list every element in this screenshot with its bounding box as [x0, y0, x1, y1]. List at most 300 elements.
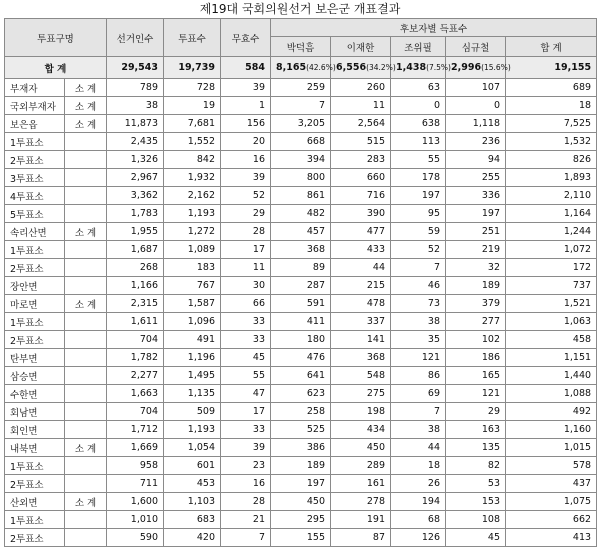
row-votes: 1,193 [164, 421, 221, 439]
row-invalid: 55 [221, 367, 271, 385]
row-name: 2투표소 [5, 475, 65, 493]
row-candidate-1: 259 [271, 79, 331, 97]
row-votes: 683 [164, 511, 221, 529]
row-name: 수한면 [5, 385, 65, 403]
header-votes: 투표수 [164, 19, 221, 57]
table-row [5, 295, 597, 313]
total-label: 합 계 [5, 57, 107, 79]
row-electorate: 590 [107, 529, 164, 547]
row-name: 1투표소 [5, 133, 65, 151]
row-candidate-4: 108 [446, 511, 506, 529]
total-sum: 19,155 [506, 57, 597, 79]
row-electorate: 789 [107, 79, 164, 97]
row-candidate-2: 215 [331, 277, 391, 295]
row-candidate-3: 113 [391, 133, 446, 151]
row-votes: 1,272 [164, 223, 221, 241]
row-subtotal-label [65, 133, 107, 151]
row-subtotal-label [65, 277, 107, 295]
row-invalid: 156 [221, 115, 271, 133]
row-candidate-2: 275 [331, 385, 391, 403]
row-name: 3투표소 [5, 169, 65, 187]
row-candidate-3: 7 [391, 259, 446, 277]
row-candidate-1: 155 [271, 529, 331, 547]
row-electorate: 958 [107, 457, 164, 475]
row-electorate: 1,955 [107, 223, 164, 241]
row-subtotal-label: 소 계 [65, 223, 107, 241]
row-candidate-4: 277 [446, 313, 506, 331]
row-candidate-1: 180 [271, 331, 331, 349]
row-name: 마로면 [5, 295, 65, 313]
row-candidate-2: 716 [331, 187, 391, 205]
table-row [5, 385, 597, 403]
row-invalid: 16 [221, 151, 271, 169]
row-electorate: 1,010 [107, 511, 164, 529]
row-invalid: 39 [221, 169, 271, 187]
row-candidate-3: 638 [391, 115, 446, 133]
row-candidate-3: 63 [391, 79, 446, 97]
table-row [5, 403, 597, 421]
table-row [5, 349, 597, 367]
row-sum: 1,532 [506, 133, 597, 151]
row-sum: 1,521 [506, 295, 597, 313]
row-candidate-3: 73 [391, 295, 446, 313]
row-sum: 7,525 [506, 115, 597, 133]
header-row-1 [5, 19, 597, 37]
row-candidate-1: 476 [271, 349, 331, 367]
row-candidate-4: 197 [446, 205, 506, 223]
header-invalid: 무효수 [221, 19, 271, 57]
total-votes: 19,739 [164, 57, 221, 79]
row-invalid: 21 [221, 511, 271, 529]
row-candidate-2: 191 [331, 511, 391, 529]
row-candidate-1: 525 [271, 421, 331, 439]
header-candidate: 이재한 [331, 37, 391, 57]
row-candidate-4: 135 [446, 439, 506, 457]
row-candidate-4: 102 [446, 331, 506, 349]
row-candidate-1: 287 [271, 277, 331, 295]
row-invalid: 39 [221, 439, 271, 457]
row-votes: 1,135 [164, 385, 221, 403]
row-electorate: 1,166 [107, 277, 164, 295]
row-sum: 413 [506, 529, 597, 547]
row-candidate-3: 59 [391, 223, 446, 241]
row-candidate-4: 94 [446, 151, 506, 169]
header-candidate: 심규철 [446, 37, 506, 57]
row-votes: 601 [164, 457, 221, 475]
row-invalid: 66 [221, 295, 271, 313]
row-name: 산외면 [5, 493, 65, 511]
row-candidate-3: 44 [391, 439, 446, 457]
row-candidate-3: 121 [391, 349, 446, 367]
row-sum: 18 [506, 97, 597, 115]
row-name: 2투표소 [5, 529, 65, 547]
row-candidate-3: 18 [391, 457, 446, 475]
total-invalid: 584 [221, 57, 271, 79]
row-name: 보은읍 [5, 115, 65, 133]
table-row [5, 241, 597, 259]
row-sum: 826 [506, 151, 597, 169]
row-name: 국외부재자 [5, 97, 65, 115]
row-candidate-4: 121 [446, 385, 506, 403]
row-candidate-3: 7 [391, 403, 446, 421]
row-candidate-2: 198 [331, 403, 391, 421]
row-votes: 509 [164, 403, 221, 421]
row-candidate-4: 32 [446, 259, 506, 277]
row-candidate-1: 591 [271, 295, 331, 313]
row-electorate: 11,873 [107, 115, 164, 133]
row-electorate: 3,362 [107, 187, 164, 205]
row-subtotal-label: 소 계 [65, 493, 107, 511]
table-row [5, 133, 597, 151]
total-candidate-votes: 8,165 [276, 62, 307, 73]
row-electorate: 2,435 [107, 133, 164, 151]
row-candidate-1: 89 [271, 259, 331, 277]
row-subtotal-label [65, 475, 107, 493]
total-candidate-cell [446, 57, 511, 79]
row-name: 4투표소 [5, 187, 65, 205]
row-invalid: 52 [221, 187, 271, 205]
table-row [5, 529, 597, 547]
row-candidate-2: 11 [331, 97, 391, 115]
row-candidate-1: 800 [271, 169, 331, 187]
row-name: 1투표소 [5, 511, 65, 529]
row-candidate-2: 450 [331, 439, 391, 457]
total-electorate: 29,543 [107, 57, 164, 79]
row-candidate-4: 251 [446, 223, 506, 241]
row-invalid: 33 [221, 313, 271, 331]
row-subtotal-label: 소 계 [65, 439, 107, 457]
table-row [5, 277, 597, 295]
row-electorate: 1,600 [107, 493, 164, 511]
row-invalid: 39 [221, 79, 271, 97]
table-row [5, 223, 597, 241]
row-sum: 2,110 [506, 187, 597, 205]
table-row [5, 367, 597, 385]
row-votes: 491 [164, 331, 221, 349]
row-sum: 1,893 [506, 169, 597, 187]
row-sum: 737 [506, 277, 597, 295]
row-invalid: 17 [221, 241, 271, 259]
row-electorate: 1,663 [107, 385, 164, 403]
row-votes: 728 [164, 79, 221, 97]
row-candidate-2: 337 [331, 313, 391, 331]
table-row [5, 313, 597, 331]
row-electorate: 704 [107, 403, 164, 421]
row-candidate-3: 197 [391, 187, 446, 205]
row-name: 1투표소 [5, 313, 65, 331]
table-row [5, 439, 597, 457]
row-candidate-2: 368 [331, 349, 391, 367]
row-candidate-3: 194 [391, 493, 446, 511]
row-votes: 1,932 [164, 169, 221, 187]
row-candidate-4: 186 [446, 349, 506, 367]
row-name: 1투표소 [5, 241, 65, 259]
row-candidate-1: 450 [271, 493, 331, 511]
row-candidate-1: 295 [271, 511, 331, 529]
header-electorate: 선거인수 [107, 19, 164, 57]
total-candidate-pct: (15.6%) [481, 63, 511, 72]
row-subtotal-label: 소 계 [65, 79, 107, 97]
row-invalid: 33 [221, 421, 271, 439]
total-candidate-pct: (34.2%) [366, 63, 396, 72]
row-subtotal-label [65, 349, 107, 367]
row-name: 삼승면 [5, 367, 65, 385]
header-sum: 합 계 [506, 37, 597, 57]
total-candidate-cell [391, 57, 451, 79]
row-sum: 578 [506, 457, 597, 475]
row-subtotal-label: 소 계 [65, 97, 107, 115]
header-category: 투표구명 [5, 19, 107, 57]
row-votes: 2,162 [164, 187, 221, 205]
row-candidate-4: 45 [446, 529, 506, 547]
row-subtotal-label [65, 187, 107, 205]
row-sum: 1,075 [506, 493, 597, 511]
row-name: 장안면 [5, 277, 65, 295]
row-electorate: 1,782 [107, 349, 164, 367]
row-invalid: 29 [221, 205, 271, 223]
row-electorate: 2,967 [107, 169, 164, 187]
table-row [5, 151, 597, 169]
row-name: 5투표소 [5, 205, 65, 223]
row-name: 1투표소 [5, 457, 65, 475]
row-sum: 689 [506, 79, 597, 97]
row-candidate-4: 153 [446, 493, 506, 511]
table-row [5, 169, 597, 187]
row-candidate-2: 660 [331, 169, 391, 187]
row-electorate: 2,277 [107, 367, 164, 385]
row-candidate-1: 189 [271, 457, 331, 475]
row-sum: 492 [506, 403, 597, 421]
row-electorate: 704 [107, 331, 164, 349]
row-candidate-1: 457 [271, 223, 331, 241]
row-candidate-2: 283 [331, 151, 391, 169]
row-candidate-1: 482 [271, 205, 331, 223]
row-sum: 1,015 [506, 439, 597, 457]
row-electorate: 1,783 [107, 205, 164, 223]
row-votes: 1,495 [164, 367, 221, 385]
row-candidate-2: 44 [331, 259, 391, 277]
row-votes: 1,096 [164, 313, 221, 331]
row-candidate-1: 3,205 [271, 115, 331, 133]
table-row [5, 205, 597, 223]
row-subtotal-label [65, 403, 107, 421]
row-name: 내북면 [5, 439, 65, 457]
row-sum: 437 [506, 475, 597, 493]
header-candidate: 박덕흠 [271, 37, 331, 57]
table-row [5, 511, 597, 529]
header-candidate-group: 후보자별 득표수 [271, 19, 597, 37]
row-electorate: 1,669 [107, 439, 164, 457]
row-sum: 1,164 [506, 205, 597, 223]
row-votes: 1,552 [164, 133, 221, 151]
row-votes: 1,587 [164, 295, 221, 313]
row-electorate: 1,712 [107, 421, 164, 439]
row-subtotal-label [65, 259, 107, 277]
total-candidate-pct: (42.6%) [306, 63, 336, 72]
row-votes: 842 [164, 151, 221, 169]
row-candidate-3: 35 [391, 331, 446, 349]
row-candidate-4: 1,118 [446, 115, 506, 133]
row-candidate-2: 2,564 [331, 115, 391, 133]
table-row [5, 457, 597, 475]
row-name: 2투표소 [5, 151, 65, 169]
row-subtotal-label [65, 385, 107, 403]
header-candidate: 조위필 [391, 37, 446, 57]
row-candidate-3: 178 [391, 169, 446, 187]
row-subtotal-label [65, 169, 107, 187]
row-candidate-3: 126 [391, 529, 446, 547]
row-name: 2투표소 [5, 331, 65, 349]
row-name: 회남면 [5, 403, 65, 421]
row-candidate-1: 258 [271, 403, 331, 421]
total-candidate-cell [271, 57, 336, 79]
row-subtotal-label: 소 계 [65, 115, 107, 133]
row-sum: 1,063 [506, 313, 597, 331]
table-row [5, 331, 597, 349]
row-subtotal-label [65, 313, 107, 331]
total-candidate-votes: 6,556 [336, 62, 367, 73]
row-votes: 1,103 [164, 493, 221, 511]
table-row [5, 79, 597, 97]
row-candidate-2: 434 [331, 421, 391, 439]
row-candidate-2: 260 [331, 79, 391, 97]
row-candidate-3: 26 [391, 475, 446, 493]
row-sum: 1,072 [506, 241, 597, 259]
row-votes: 7,681 [164, 115, 221, 133]
row-subtotal-label [65, 205, 107, 223]
row-votes: 1,089 [164, 241, 221, 259]
row-electorate: 268 [107, 259, 164, 277]
row-sum: 1,440 [506, 367, 597, 385]
row-subtotal-label [65, 331, 107, 349]
row-candidate-1: 623 [271, 385, 331, 403]
row-invalid: 28 [221, 493, 271, 511]
row-name: 부재자 [5, 79, 65, 97]
row-votes: 1,196 [164, 349, 221, 367]
row-electorate: 38 [107, 97, 164, 115]
row-candidate-1: 7 [271, 97, 331, 115]
row-invalid: 1 [221, 97, 271, 115]
row-candidate-2: 161 [331, 475, 391, 493]
row-electorate: 1,326 [107, 151, 164, 169]
row-electorate: 2,315 [107, 295, 164, 313]
row-electorate: 1,611 [107, 313, 164, 331]
row-sum: 172 [506, 259, 597, 277]
row-candidate-2: 515 [331, 133, 391, 151]
row-subtotal-label [65, 529, 107, 547]
row-candidate-3: 52 [391, 241, 446, 259]
total-row [5, 57, 597, 79]
row-candidate-4: 219 [446, 241, 506, 259]
row-name: 2투표소 [5, 259, 65, 277]
row-subtotal-label [65, 421, 107, 439]
row-candidate-2: 433 [331, 241, 391, 259]
row-electorate: 711 [107, 475, 164, 493]
row-candidate-4: 53 [446, 475, 506, 493]
row-invalid: 17 [221, 403, 271, 421]
row-candidate-2: 548 [331, 367, 391, 385]
row-candidate-4: 379 [446, 295, 506, 313]
row-candidate-1: 861 [271, 187, 331, 205]
row-votes: 767 [164, 277, 221, 295]
table-row [5, 115, 597, 133]
row-sum: 1,151 [506, 349, 597, 367]
row-candidate-3: 38 [391, 313, 446, 331]
row-candidate-1: 368 [271, 241, 331, 259]
total-candidate-votes: 2,996 [451, 62, 482, 73]
row-candidate-1: 386 [271, 439, 331, 457]
row-subtotal-label [65, 367, 107, 385]
row-invalid: 16 [221, 475, 271, 493]
row-subtotal-label [65, 457, 107, 475]
total-candidate-votes: 1,438 [396, 62, 427, 73]
row-votes: 1,054 [164, 439, 221, 457]
row-candidate-4: 165 [446, 367, 506, 385]
row-sum: 1,088 [506, 385, 597, 403]
row-votes: 453 [164, 475, 221, 493]
row-votes: 420 [164, 529, 221, 547]
row-votes: 1,193 [164, 205, 221, 223]
results-table [4, 18, 597, 547]
row-candidate-4: 189 [446, 277, 506, 295]
row-name: 속리산면 [5, 223, 65, 241]
row-candidate-1: 641 [271, 367, 331, 385]
page-title: 제19대 국회의원선거 보은군 개표결과 [199, 2, 401, 16]
row-sum: 662 [506, 511, 597, 529]
row-candidate-3: 68 [391, 511, 446, 529]
row-candidate-3: 55 [391, 151, 446, 169]
row-invalid: 28 [221, 223, 271, 241]
table-row [5, 97, 597, 115]
row-candidate-1: 411 [271, 313, 331, 331]
row-candidate-1: 197 [271, 475, 331, 493]
row-votes: 19 [164, 97, 221, 115]
row-candidate-4: 255 [446, 169, 506, 187]
table-row [5, 421, 597, 439]
row-candidate-3: 46 [391, 277, 446, 295]
row-candidate-4: 0 [446, 97, 506, 115]
row-candidate-4: 163 [446, 421, 506, 439]
row-candidate-2: 141 [331, 331, 391, 349]
row-candidate-4: 236 [446, 133, 506, 151]
row-candidate-3: 86 [391, 367, 446, 385]
row-candidate-4: 82 [446, 457, 506, 475]
row-invalid: 20 [221, 133, 271, 151]
row-candidate-2: 289 [331, 457, 391, 475]
row-invalid: 30 [221, 277, 271, 295]
row-candidate-4: 336 [446, 187, 506, 205]
row-subtotal-label: 소 계 [65, 295, 107, 313]
table-row [5, 493, 597, 511]
row-subtotal-label [65, 151, 107, 169]
row-invalid: 47 [221, 385, 271, 403]
row-name: 탄부면 [5, 349, 65, 367]
row-candidate-3: 69 [391, 385, 446, 403]
row-candidate-3: 0 [391, 97, 446, 115]
row-invalid: 45 [221, 349, 271, 367]
table-row [5, 187, 597, 205]
row-candidate-3: 95 [391, 205, 446, 223]
row-candidate-2: 390 [331, 205, 391, 223]
row-invalid: 33 [221, 331, 271, 349]
row-candidate-2: 478 [331, 295, 391, 313]
total-candidate-cell [331, 57, 396, 79]
row-subtotal-label [65, 241, 107, 259]
row-invalid: 11 [221, 259, 271, 277]
row-sum: 1,160 [506, 421, 597, 439]
row-invalid: 7 [221, 529, 271, 547]
table-row [5, 259, 597, 277]
